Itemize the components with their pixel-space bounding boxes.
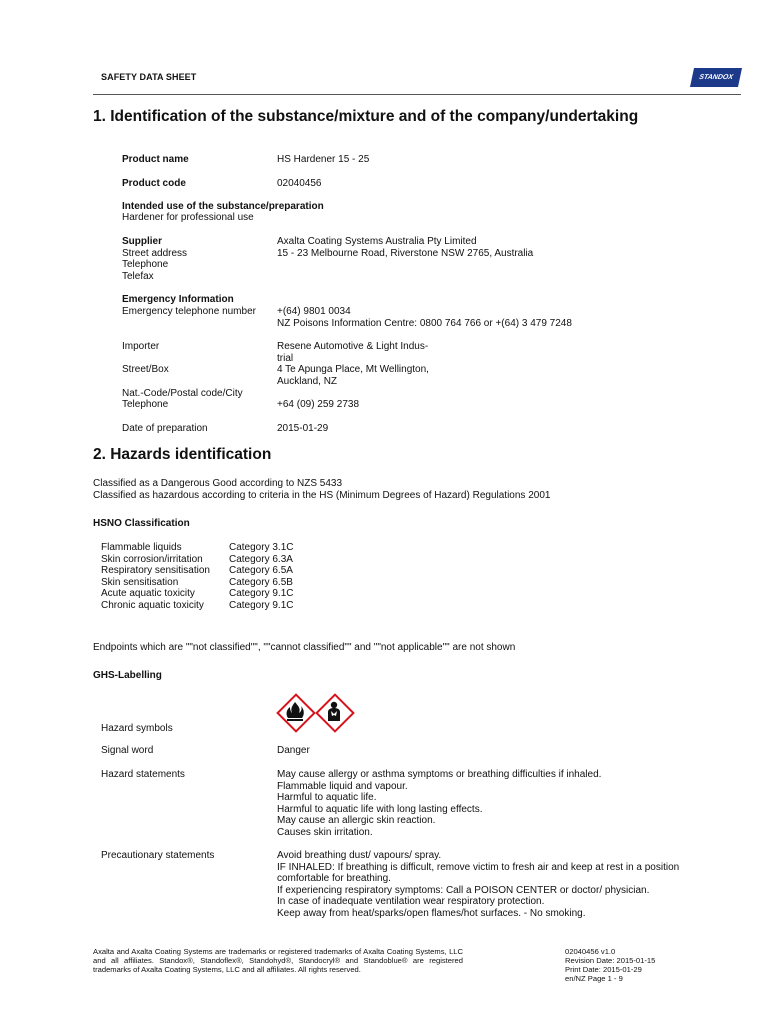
precautionary-statement: In case of inadequate ventilation wear respiratory protection.: [277, 896, 545, 908]
hsno-category: Category 6.5A: [229, 565, 293, 577]
importer-value-line-2: trial: [277, 353, 294, 364]
hsno-hazard-name: Chronic aquatic toxicity: [101, 599, 204, 611]
hazard-statements-list: [277, 769, 601, 839]
hazard-statements-label: Hazard statements: [101, 769, 185, 780]
classified-dangerous-good: Classified as a Dangerous Good according to NZS 5433: [93, 478, 343, 489]
street-box-value: 4 Te Apunga Place, Mt Wellington,: [277, 364, 429, 375]
hsno-classification-table: [101, 542, 293, 612]
document-meta-footer: [565, 947, 655, 983]
poisons-centre-value: NZ Poisons Information Centre: 0800 764 766 or +(64) 3 479 7248: [277, 318, 572, 329]
product-name-label: Product name: [122, 154, 189, 165]
hazard-statement: Harmful to aquatic life.: [277, 792, 377, 804]
health-hazard-pictogram-icon: [316, 694, 352, 730]
date-of-preparation-label: Date of preparation: [122, 423, 208, 434]
supplier-telefax-label: Telefax: [122, 271, 154, 282]
precautionary-statement: comfortable for breathing.: [277, 873, 391, 885]
emergency-phone-label: Emergency telephone number: [122, 306, 256, 317]
street-address-value: 15 - 23 Melbourne Road, Riverstone NSW 2765, Australia: [277, 248, 534, 259]
precautionary-statements-label: Precautionary statements: [101, 850, 215, 861]
precautionary-statement: Avoid breathing dust/ vapours/ spray.: [277, 850, 442, 861]
classified-hazardous: Classified as hazardous according to criteria in the HS (Minimum Degrees of Hazard) Regulations 2001: [93, 490, 551, 501]
document-header-title: SAFETY DATA SHEET: [101, 72, 197, 82]
hsno-category: Category 6.3A: [229, 553, 293, 565]
hsno-row: [101, 588, 293, 600]
hsno-row: [101, 577, 293, 589]
importer-value-line-1: Resene Automotive & Light Indus-: [277, 341, 429, 352]
section-2-heading: 2. Hazards identification: [93, 446, 272, 463]
product-code-label: Product code: [122, 178, 186, 189]
importer-telephone-value: +64 (09) 259 2738: [277, 399, 360, 410]
hsno-category: Category 6.5B: [229, 576, 293, 588]
hsno-category: Category 9.1C: [229, 599, 294, 611]
page-number: en/NZ Page 1 - 9: [565, 974, 623, 983]
hazard-symbols-label: Hazard symbols: [101, 723, 173, 734]
hazard-pictograms: [277, 694, 352, 734]
hsno-category: Category 3.1C: [229, 542, 294, 553]
intended-use-label: Intended use of the substance/preparation: [122, 201, 324, 212]
trademark-footer: Axalta and Axalta Coating Systems are trademarks or registered trademarks of Axalta Coating Systems, LLC and all affiliates. Standox®, Standoflex®, Standohyd®, Standocryl® and Standoblue® are registered trademarks of Axalta Coating Systems, LLC and all affiliates. All rights reserved.: [93, 947, 463, 974]
section-1-heading: 1. Identification of the substance/mixture and of the company/undertaking: [93, 108, 639, 125]
standox-logo: STANDOX: [690, 68, 742, 87]
signal-word-value: Danger: [277, 745, 310, 756]
hsno-row: [101, 554, 293, 566]
document-version: 02040456 v1.0: [565, 947, 616, 956]
emergency-info-label: Emergency Information: [122, 294, 234, 305]
precautionary-statement: Keep away from heat/sparks/open flames/hot surfaces. - No smoking.: [277, 907, 586, 919]
date-of-preparation-value: 2015-01-29: [277, 423, 329, 434]
header-divider: [93, 94, 741, 95]
hsno-hazard-name: Skin corrosion/irritation: [101, 553, 203, 565]
hsno-row: [101, 565, 293, 577]
revision-date: Revision Date: 2015-01-15: [565, 956, 656, 965]
endpoints-note: Endpoints which are ""not classified"", ""cannot classified"" and ""not applicable"" are not shown: [93, 642, 516, 653]
precautionary-statement: If experiencing respiratory symptoms: Call a POISON CENTER or doctor/ physician.: [277, 884, 650, 896]
supplier-value: Axalta Coating Systems Australia Pty Limited: [277, 236, 477, 247]
nat-code-label: Nat.-Code/Postal code/City: [122, 388, 243, 399]
supplier-telephone-label: Telephone: [122, 259, 169, 270]
city-value: Auckland, NZ: [277, 376, 338, 387]
product-name-value: HS Hardener 15 - 25: [277, 154, 370, 165]
hazard-statement: Harmful to aquatic life with long lasting effects.: [277, 803, 483, 815]
hsno-hazard-name: Skin sensitisation: [101, 576, 179, 588]
hsno-category: Category 9.1C: [229, 588, 294, 600]
intended-use-value: Hardener for professional use: [122, 212, 254, 223]
hsno-heading: HSNO Classification: [93, 518, 190, 529]
hsno-hazard-name: Flammable liquids: [101, 542, 182, 553]
precautionary-statement: IF INHALED: If breathing is difficult, remove victim to fresh air and keep at rest in a position: [277, 861, 680, 873]
precautionary-statements-list: [277, 850, 679, 920]
importer-label: Importer: [122, 341, 160, 352]
street-box-label: Street/Box: [122, 364, 169, 375]
hazard-statement: May cause an allergic skin reaction.: [277, 815, 436, 827]
importer-telephone-label: Telephone: [122, 399, 169, 410]
hazard-statement: May cause allergy or asthma symptoms or breathing difficulties if inhaled.: [277, 769, 602, 780]
hsno-row: [101, 542, 293, 554]
hazard-statement: Flammable liquid and vapour.: [277, 780, 408, 792]
hsno-hazard-name: Acute aquatic toxicity: [101, 588, 195, 600]
ghs-labelling-heading: GHS-Labelling: [93, 670, 162, 681]
print-date: Print Date: 2015-01-29: [565, 965, 642, 974]
hsno-hazard-name: Respiratory sensitisation: [101, 565, 210, 577]
hazard-statement: Causes skin irritation.: [277, 826, 373, 838]
street-address-label: Street address: [122, 248, 188, 259]
emergency-phone-value: +(64) 9801 0034: [277, 306, 351, 317]
supplier-label: Supplier: [122, 236, 163, 247]
hsno-row: [101, 600, 293, 612]
product-code-value: 02040456: [277, 178, 322, 189]
signal-word-label: Signal word: [101, 745, 154, 756]
flame-pictogram-icon: [277, 694, 313, 730]
